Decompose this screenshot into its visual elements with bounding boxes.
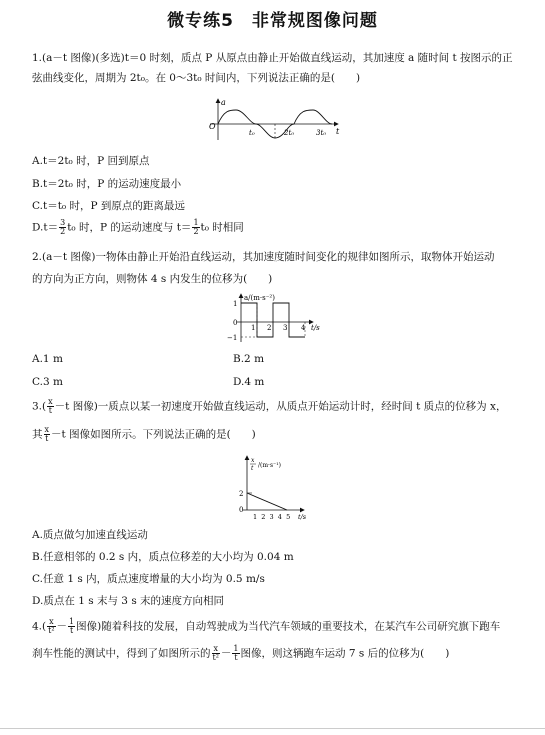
q1-tick-t0: t₀ (249, 129, 255, 137)
q2-step-graph (225, 290, 335, 345)
q2-stem-line1: 2.(a－t 图像)一物体由静止开始沿直线运动，其加速度随时间变化的规律如图所示，取物体开始运动 (32, 251, 495, 263)
q2-option-d: D.4 m (233, 376, 265, 388)
q1-tick-3t0: 3t₀ (316, 129, 327, 137)
q1-stem-line2: 弦曲线变化，周期为 2t₀。在 0～3t₀ 时间内，下列说法正确的是( ) (32, 72, 361, 84)
q3-ylabel-den: t (251, 465, 254, 472)
q2-option-b: B.2 m (233, 353, 265, 365)
page-bottom-divider (0, 728, 545, 729)
q2-stem-line2: 的方向为正方向，则物体 4 s 内发生的位移为( ) (32, 273, 273, 285)
q1-stem-line1: 1.(a－t 图像)(多选)t＝0 时刻，质点 P 从原点由静止开始做直线运动，其加速度 a 随时间 t 按图示的正 (32, 52, 513, 64)
q3-option-c: C.任意 1 s 内，质点速度增量的大小均为 0.5 m/s (32, 573, 265, 585)
q3-line (247, 493, 287, 510)
q1-sine-graph (200, 96, 345, 144)
title-topic: 非常规图像问题 (251, 11, 378, 31)
q2-ylabel: a/(m·s⁻²) (244, 294, 275, 302)
q3-tick-y2: 2 (239, 490, 244, 498)
q2-option-a: A.1 m (32, 353, 63, 365)
q3-option-d: D.质点在 1 s 末与 3 s 末的速度方向相同 (32, 595, 225, 607)
q3-tick-y0: 0 (239, 506, 244, 514)
q2-tick-ym1: −1 (227, 334, 238, 342)
q2-tick-x4: 4 (301, 324, 306, 332)
q1-option-b: B.t＝2t₀ 时，P 的运动速度最小 (32, 178, 182, 190)
q3-option-a: A.质点做匀加速直线运动 (32, 529, 148, 541)
q2-xunit: t/s (311, 324, 320, 332)
q2-tick-y0: 0 (233, 319, 238, 327)
title-number: 微专练5 (167, 11, 234, 31)
q3-ylabel-num: x (251, 457, 255, 464)
q3-xunit: t/s (298, 513, 307, 521)
q2-tick-x3: 3 (283, 324, 288, 332)
q1-option-a: A.t＝2t₀ 时，P 回到原点 (32, 155, 150, 167)
q2-tick-y1: 1 (233, 300, 238, 308)
q3-option-b: B.任意相邻的 0.2 s 内，质点位移差的大小均为 0.04 m (32, 551, 294, 563)
q3-ylabel-unit: /(m·s⁻¹) (258, 462, 281, 469)
q1-label-o: O (209, 122, 216, 131)
q2-tick-x2: 2 (267, 324, 272, 332)
q1-tick-2t0: 2t₀ (284, 129, 295, 137)
q1-label-a: a (221, 98, 226, 107)
q4-stem-line2: 刹车性能的测试中，得到了如图所示的 $\frac{x}{\text{t²}}$ － $\frac{1}{t}$ 图像，则这辆跑车运动 7 s 后的位移为( ) (32, 644, 450, 662)
q3-stem-line1: 3.( $\frac{x}{t}$ －t 图像)一质点以某一初速度开始做直线运动，从质点开始运动计时，经时间 t 质点的位移为 x， (32, 397, 507, 415)
q3-xt-graph (232, 453, 317, 523)
q3-tick-x: 1 2 3 4 5 (253, 513, 291, 521)
page-title (0, 6, 545, 31)
q1-option-d: D.t＝ $\frac{3}{2}$ t₀ 时，P 的运动速度与 t＝ $\frac{1}{2}$ t₀ 时相同 (32, 218, 244, 236)
q1-option-c: C.t＝t₀ 时，P 到原点的距离最远 (32, 200, 185, 212)
q1-label-t: t (336, 127, 340, 136)
q3-stem-line2: 其 $\frac{x}{t}$ －t 图像如图所示。下列说法正确的是( ) (32, 425, 256, 443)
q2-option-c: C.3 m (32, 376, 63, 388)
q2-tick-x1: 1 (251, 324, 256, 332)
q4-stem-line1: 4.( $\frac{x}{\text{t²}}$ － $\frac{1}{t}$ 图像)随着科技的发展，自动驾驶成为当代汽车领域的重要技术，在某汽车公司研究旗下跑车 (32, 617, 501, 635)
